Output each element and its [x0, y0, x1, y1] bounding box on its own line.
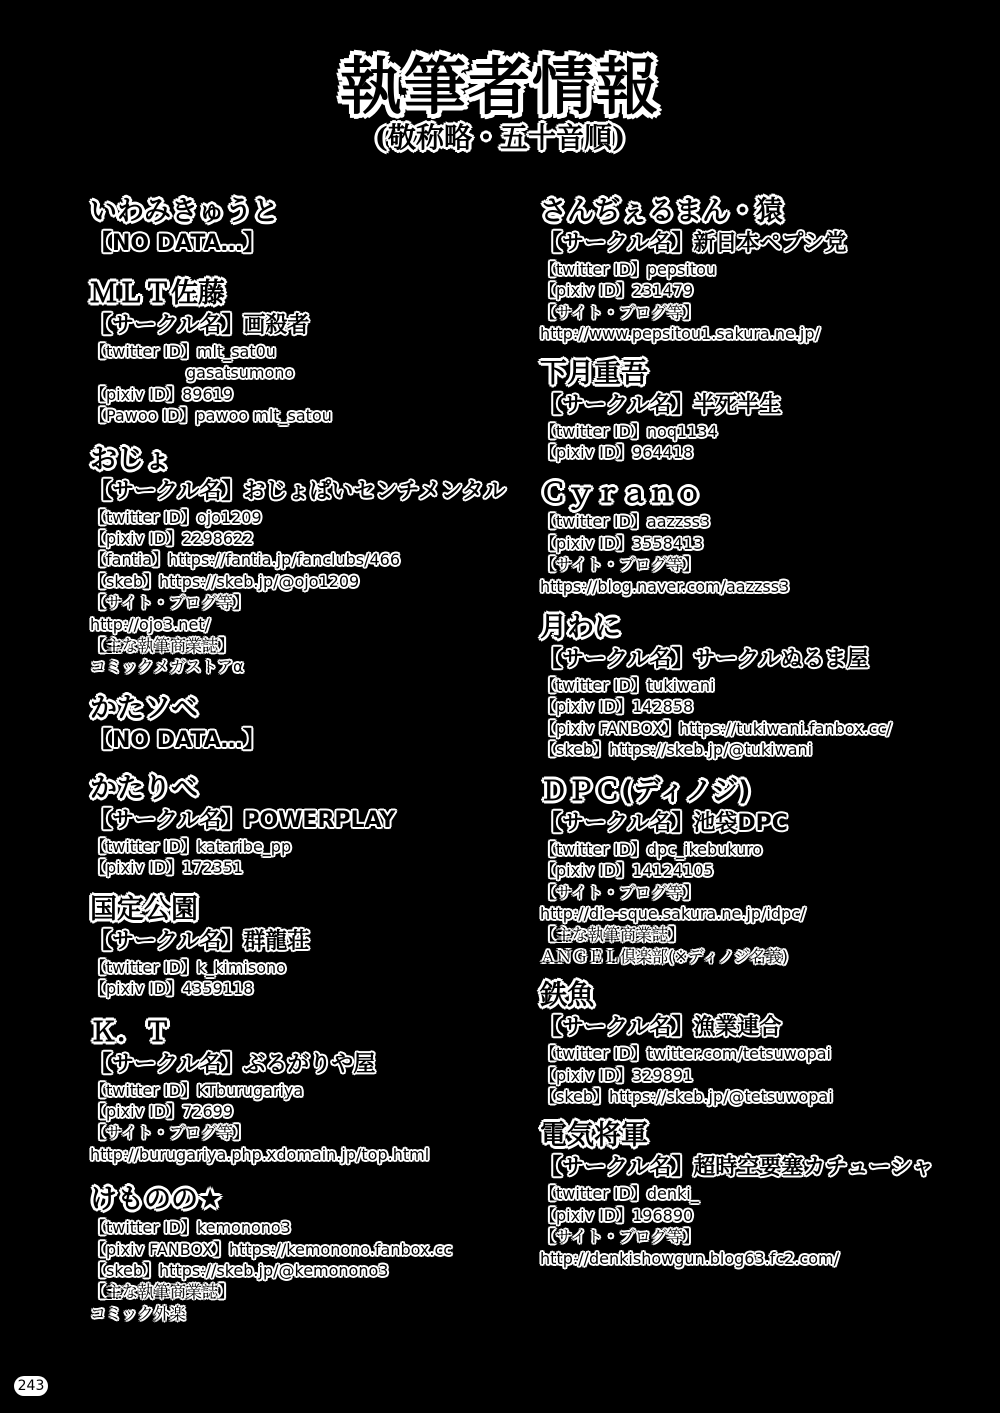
- author-info-line: 【サイト・ブログ等】: [90, 1123, 249, 1143]
- author-info-line: 【twitter ID】tukiwani: [540, 676, 715, 696]
- author-entry: [540, 1119, 960, 1269]
- author-info-line: http://burugariya.php.xdomain.jp/top.html: [90, 1144, 430, 1164]
- author-name: 国定公園: [90, 893, 198, 925]
- entry-spacer: [90, 879, 510, 893]
- author-info-line: 【サイト・ブログ等】: [540, 302, 699, 322]
- author-info-line: http://ojo3.net/: [90, 614, 210, 634]
- author-name: かたりべ: [90, 772, 198, 804]
- entry-spacer: [540, 761, 960, 775]
- entry-spacer: [90, 678, 510, 692]
- entry-spacer: [90, 756, 510, 772]
- author-info-line: 【サークル名】画殺者: [90, 313, 310, 338]
- entry-spacer: [90, 427, 510, 443]
- author-info-line: http://denkishowgun.blog63.fc2.com/: [540, 1248, 839, 1268]
- author-name: おじょ: [90, 443, 171, 475]
- author-name: いわみきゅうと: [90, 196, 279, 227]
- author-info-line: 【twitter ID】mlt_sat0u: [90, 342, 276, 361]
- author-entry: [90, 893, 510, 1000]
- author-entry: [90, 195, 510, 259]
- author-entry: [90, 277, 510, 427]
- entry-spacer: [540, 597, 960, 611]
- author-info-line: 【サークル名】漁業連合: [540, 1015, 782, 1041]
- entry-spacer: [540, 1107, 960, 1119]
- author-info-line: 【主な執筆商業誌】: [540, 925, 685, 945]
- author-entry: [90, 443, 510, 678]
- author-name: けものの★: [90, 1184, 223, 1216]
- author-info-line: http://www.pepsitou1.sakura.ne.jp/: [540, 324, 820, 344]
- author-info-line: ＡＮＧＥＬ倶楽部(※ディノジ名義): [540, 946, 788, 966]
- author-name: 電気将軍: [540, 1120, 648, 1152]
- author-entry: [90, 772, 510, 879]
- left-author-column: [90, 195, 510, 1324]
- author-info-line: 【pixiv FANBOX】https://kemonono.fanbox.cc: [90, 1239, 453, 1259]
- author-info-line: コミックメガストアα: [90, 657, 244, 677]
- author-entry: [90, 692, 510, 756]
- author-info-line: 【サークル名】サークルぬるま屋: [540, 647, 869, 673]
- author-info-line: 【NO DATA…】: [90, 231, 265, 256]
- author-info-line: https://blog.naver.com/aazzss3: [540, 576, 790, 596]
- entry-spacer: [540, 345, 960, 357]
- author-info-line: 【サイト・ブログ等】: [540, 882, 699, 902]
- page-title: 執筆者情報: [339, 50, 660, 123]
- author-entry: [540, 979, 960, 1107]
- author-info-line: コミック外楽: [90, 1303, 186, 1323]
- author-name: 下月重吾: [540, 357, 648, 389]
- author-info-line: 【twitter ID】aazzss3: [540, 512, 711, 532]
- author-name: 鉄魚: [540, 980, 594, 1012]
- author-info-line: 【fantia】https://fantia.jp/fanclubs/466: [90, 550, 401, 570]
- page-subtitle: (敬称略・五十音順): [374, 121, 626, 154]
- author-info-line: 【pixiv ID】3558413: [540, 533, 704, 553]
- entry-spacer: [90, 1165, 510, 1183]
- author-name: Ｋ．Ｔ: [90, 1016, 171, 1048]
- author-entry: [540, 357, 960, 464]
- author-info-line: 【サイト・ブログ等】: [90, 593, 249, 613]
- author-info-line: 【サークル名】池袋DPC: [540, 810, 788, 836]
- author-entry: [540, 195, 960, 345]
- author-info-line: 【twitter ID】ojo1209: [90, 507, 262, 527]
- author-info-line: 【twitter ID】pepsitou: [540, 260, 717, 279]
- entry-spacer: [540, 463, 960, 477]
- author-info-line: 【Pawoo ID】pawoo mlt_satou: [90, 406, 332, 426]
- author-info-line: 【サークル名】群龍荘: [90, 928, 310, 954]
- author-info-line: 【twitter ID】k_kimisono: [90, 957, 286, 977]
- author-name: 月わに: [540, 612, 621, 644]
- author-info-line: 【サークル名】超時空要塞カチューシャ: [540, 1155, 934, 1181]
- author-info-line: 【skeb】https://skeb.jp/@tukiwani: [540, 740, 813, 760]
- author-info-line: 【pixiv ID】2298622: [90, 529, 254, 549]
- author-info-line: 【skeb】https://skeb.jp/@kemonono3: [90, 1260, 389, 1280]
- author-info-line: 【twitter ID】twitter.com/tetsuwopai: [540, 1044, 832, 1064]
- author-info-line: 【サイト・ブログ等】: [540, 555, 699, 575]
- author-info-line: 【pixiv ID】14124105: [540, 861, 714, 881]
- author-info-line: 【pixiv ID】329891: [540, 1065, 694, 1085]
- author-info-line: 【pixiv ID】72699: [90, 1101, 234, 1121]
- author-info-line: 【サークル名】半死半生: [540, 392, 782, 418]
- author-info-line: 【主な執筆商業誌】: [90, 1282, 235, 1302]
- author-info-line: 【サークル名】POWERPLAY: [90, 807, 396, 833]
- author-entry: [90, 1183, 510, 1324]
- author-name: ＤＰＣ(ディノジ): [540, 775, 751, 807]
- author-info-line: 【twitter ID】kataribe_pp: [90, 836, 292, 856]
- author-entry: [540, 611, 960, 761]
- author-info-line: 【サークル名】おじょぱいセンチメンタル: [90, 478, 506, 504]
- author-info-line: 【サークル名】新日本ペプシ党: [540, 231, 847, 256]
- author-info-line: 【pixiv ID】172351: [90, 858, 244, 878]
- author-info-line: 【twitter ID】kemonono3: [90, 1218, 291, 1238]
- entry-spacer: [540, 967, 960, 979]
- author-info-line: 【skeb】https://skeb.jp/@ojo1209: [90, 571, 360, 591]
- author-info-line: 【pixiv ID】4359118: [90, 979, 254, 999]
- author-name: さんぢぇるまん・猿: [540, 196, 783, 227]
- right-author-column: [540, 195, 960, 1269]
- author-info-line: 【pixiv ID】964418: [540, 443, 694, 463]
- page-number: 243: [14, 1376, 48, 1396]
- author-info-line: 【NO DATA…】: [90, 727, 265, 753]
- author-info-line: 【pixiv ID】89619: [90, 384, 234, 404]
- author-info-line: 【サイト・ブログ等】: [540, 1227, 699, 1247]
- author-name: Ｃｙｒａｎｏ: [540, 478, 702, 510]
- author-info-line: gasatsumono: [186, 363, 295, 383]
- author-name: ＭＬＴ佐藤: [90, 278, 225, 309]
- author-info-line: 【skeb】https://skeb.jp/@tetsuwopai: [540, 1086, 833, 1106]
- author-name: かたソベ: [90, 692, 198, 724]
- author-info-line: 【twitter ID】dpc_ikebukuro: [540, 839, 763, 859]
- author-info-line: 【pixiv ID】231479: [540, 281, 694, 301]
- author-info-line: 【サークル名】ぶるがりや屋: [90, 1051, 376, 1077]
- author-entry: [540, 775, 960, 967]
- author-entry: [540, 477, 960, 597]
- author-info-line: 【主な執筆商業誌】: [90, 636, 235, 656]
- author-info-line: 【pixiv FANBOX】https://tukiwani.fanbox.cc/: [540, 718, 892, 738]
- author-info-line: 【pixiv ID】196890: [540, 1205, 694, 1225]
- entry-spacer: [90, 259, 510, 277]
- author-info-line: 【twitter ID】KTburugariya: [90, 1080, 304, 1100]
- author-info-line: 【twitter ID】denki_: [540, 1184, 699, 1204]
- author-info-line: 【pixiv ID】142858: [540, 697, 694, 717]
- author-info-line: http://die-sque.sakura.ne.jp/idpc/: [540, 903, 806, 923]
- author-entry: [90, 1016, 510, 1166]
- author-info-line: 【twitter ID】noq1134: [540, 421, 718, 441]
- entry-spacer: [90, 1000, 510, 1016]
